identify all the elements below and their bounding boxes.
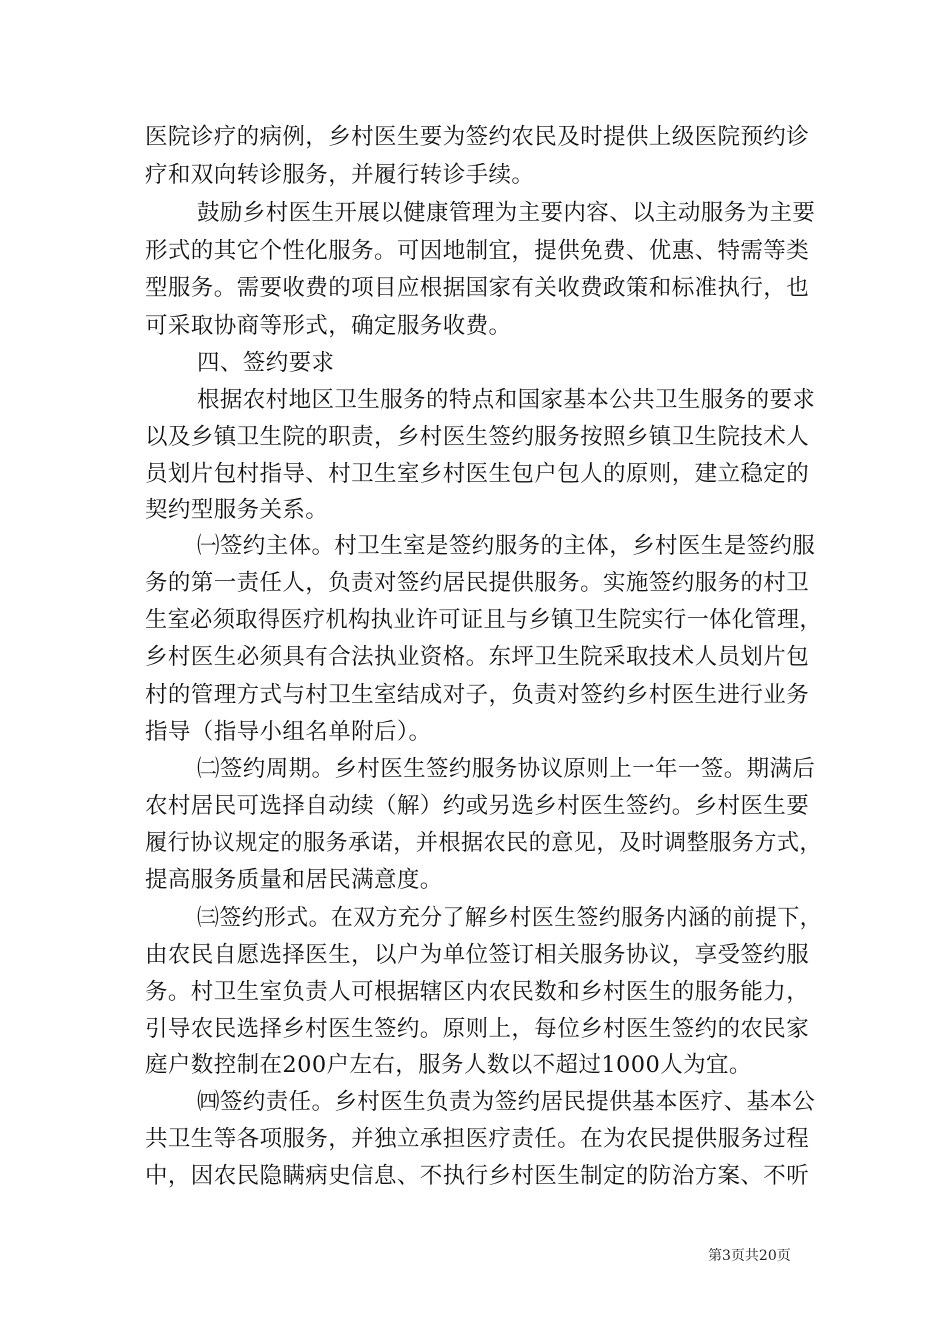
text-line: 以及乡镇卫生院的职责，乡村医生签约服务按照乡镇卫生院技术人: [145, 424, 810, 450]
text-line: 乡村医生必须具有合法执业资格。东坪卫生院采取技术人员划片包: [145, 644, 810, 670]
text-line: 庭户数控制在200户左右，服务人数以不超过1000人为宜。: [145, 1052, 752, 1078]
text-line: 可采取协商等形式，确定服务收费。: [145, 313, 512, 339]
text-line: 指导（指导小组名单附后）。: [145, 719, 432, 745]
text-line: 村的管理方式与村卫生室结成对子，负责对签约乡村医生进行业务: [145, 682, 810, 708]
text-line: 型服务。需要收费的项目应根据国家有关收费政策和标准执行，也: [145, 275, 810, 301]
text-line: 契约型服务关系。: [145, 497, 329, 523]
text-line: 中，因农民隐瞒病史信息、不执行乡村医生制定的防治方案、不听: [145, 1163, 810, 1189]
text-line: 根据农村地区卫生服务的特点和国家基本公共卫生服务的要求: [197, 387, 816, 413]
page-number: 第3页共20页: [708, 1248, 791, 1264]
section-heading: 四、签约要求: [197, 350, 335, 376]
text-line: 务的第一责任人，负责对签约居民提供服务。实施签约服务的村卫: [145, 570, 810, 596]
text-line: 鼓励乡村医生开展以健康管理为主要内容、以主动服务为主要: [197, 200, 816, 226]
text-line: ㈡签约周期。乡村医生签约服务协议原则上一年一签。期满后: [197, 756, 816, 782]
text-line: 提高服务质量和居民满意度。: [145, 867, 443, 893]
text-line: 员划片包村指导、村卫生室乡村医生包户包人的原则，建立稳定的: [145, 461, 810, 487]
text-line: 疗和双向转诊服务，并履行转诊手续。: [145, 162, 535, 188]
text-line: ㈣签约责任。乡村医生负责为签约居民提供基本医疗、基本公: [197, 1089, 816, 1115]
text-line: 农村居民可选择自动续（解）约或另选乡村医生签约。乡村医生要: [145, 793, 810, 819]
text-line: 生室必须取得医疗机构执业许可证且与乡镇卫生院实行一体化管理，: [145, 607, 822, 633]
text-line: 形式的其它个性化服务。可因地制宜，提供免费、优惠、特需等类: [145, 238, 810, 264]
text-line: 务。村卫生室负责人可根据辖区内农民数和乡村医生的服务能力，: [145, 979, 810, 1005]
text-line: 共卫生等各项服务，并独立承担医疗责任。在为农民提供服务过程: [145, 1126, 810, 1152]
text-line: 由农民自愿选择医生，以户为单位签订相关服务协议，享受签约服: [145, 942, 810, 968]
text-line: ㈢签约形式。在双方充分了解乡村医生签约服务内涵的前提下，: [197, 905, 822, 931]
text-line: ㈠签约主体。村卫生室是签约服务的主体，乡村医生是签约服: [197, 533, 816, 559]
text-line: 医院诊疗的病例，乡村医生要为签约农民及时提供上级医院预约诊: [145, 124, 810, 150]
text-line: 引导农民选择乡村医生签约。原则上，每位乡村医生签约的农民家: [145, 1016, 810, 1042]
text-line: 履行协议规定的服务承诺，并根据农民的意见，及时调整服务方式，: [145, 830, 822, 856]
